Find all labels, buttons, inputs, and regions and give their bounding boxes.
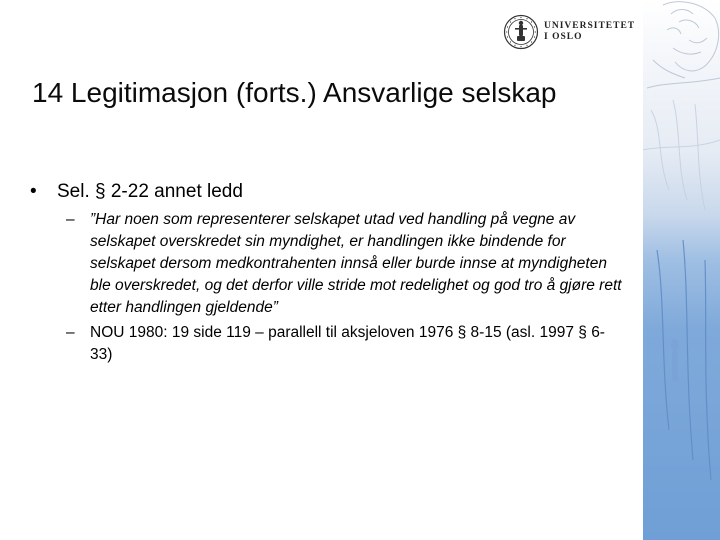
university-logo-text [544, 21, 635, 43]
bullet-text: Sel. § 2-22 annet ledd [57, 181, 243, 202]
sub-bullet-reference [66, 322, 626, 366]
sub-bullet-marker: – [66, 324, 75, 341]
sub-bullet-quote [66, 209, 626, 319]
slide-title: 14 Legitimasjon (forts.) Ansvarlige selskap [32, 77, 557, 108]
university-seal-icon [503, 14, 539, 50]
sub-bullet-marker: – [66, 211, 75, 228]
logo-line-2: I OSLO [544, 32, 583, 42]
sub-bullet-text: NOU 1980: 19 side 119 – parallell til aksjeloven 1976 § 8-15 (asl. 1997 § 6-33) [90, 324, 605, 363]
bullet-marker: • [30, 181, 37, 202]
sculpture-relief-image [643, 0, 720, 540]
logo-line-1: UNIVERSITETET [544, 21, 636, 31]
sub-bullet-text: ”Har noen som representerer selskapet utad ved handling på vegne av selskapet overskredet sin myndighet, er handlingen ikke bindende for selskapet dersom medkontrahenten innså eller burde innse at myndigheten ble overskredet, og det derfor ville stride mot redelighet og god tro å gjøre rett etter handlingen gjeldende” [90, 211, 622, 316]
decorative-side-band [643, 0, 720, 540]
bullet-item [30, 180, 243, 204]
